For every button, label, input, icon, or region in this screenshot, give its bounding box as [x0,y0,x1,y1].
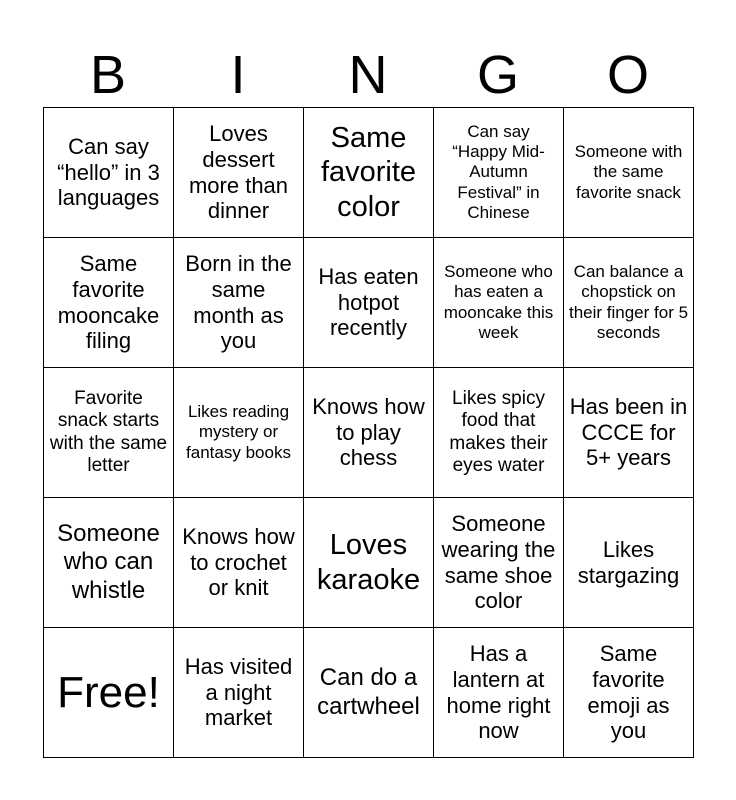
cell-text: Can do a cartwheel [317,664,420,720]
cell-text: Someone who can whistle [57,520,160,604]
bingo-cell-r1c5[interactable] [564,108,694,238]
bingo-cell-r1c2[interactable] [174,108,304,238]
header-letter-b: B [89,45,127,105]
cell-text: Likes spicy food that makes their eyes water [449,387,548,476]
header-letter-i: I [230,45,246,105]
bingo-cell-r2c4[interactable] [434,238,564,368]
cell-text: Can say “hello” in 3 languages [57,133,160,211]
bingo-cell-r5c5[interactable] [564,628,694,758]
cell-text: Has a lantern at home right now [446,640,551,744]
bingo-cell-r4c5[interactable] [564,498,694,628]
cell-text: Free! [57,667,160,717]
bingo-cell-r1c3[interactable] [304,108,434,238]
cell-text: Can say “Happy Mid-Autumn Festival” in Chinese [452,122,545,222]
bingo-board [43,107,694,758]
bingo-cell-free-space[interactable] [44,628,174,758]
bingo-cell-r4c4[interactable] [434,498,564,628]
cell-text: Same favorite mooncake filing [57,250,160,354]
cell-text: Loves dessert more than dinner [188,120,289,224]
cell-text: Someone who has eaten a mooncake this week [443,262,554,342]
bingo-cell-r1c1[interactable] [44,108,174,238]
bingo-cell-r2c5[interactable] [564,238,694,368]
bingo-cell-r3c3[interactable] [304,368,434,498]
header-letter-n: N [348,45,388,105]
cell-text: Someone wearing the same shoe color [441,510,556,614]
cell-text: Someone with the same favorite snack [574,142,683,202]
header-letter-g: G [476,45,519,105]
cell-text: Has eaten hotpot recently [318,263,419,341]
bingo-cell-r3c4[interactable] [434,368,564,498]
cell-text: Can balance a chopstick on their finger for 5 seconds [568,262,689,342]
bingo-cell-r3c1[interactable] [44,368,174,498]
bingo-cell-r5c2[interactable] [174,628,304,758]
bingo-cell-r1c4[interactable] [434,108,564,238]
bingo-cell-r2c1[interactable] [44,238,174,368]
cell-text: Knows how to play chess [312,393,425,471]
bingo-cell-r3c2[interactable] [174,368,304,498]
cell-text: Likes reading mystery or fantasy books [186,402,291,462]
cell-text: Has been in CCCE for 5+ years [569,393,688,471]
cell-text: Knows how to crochet or knit [182,523,295,601]
bingo-cell-r2c3[interactable] [304,238,434,368]
bingo-cell-r5c3[interactable] [304,628,434,758]
bingo-cell-r3c5[interactable] [564,368,694,498]
bingo-cell-r4c3[interactable] [304,498,434,628]
cell-text: Same favorite color [320,122,417,223]
cell-text: Loves karaoke [316,529,421,596]
header-letter-o: O [606,45,649,105]
bingo-cell-r2c2[interactable] [174,238,304,368]
bingo-cell-r4c2[interactable] [174,498,304,628]
cell-text: Likes stargazing [577,536,680,588]
bingo-header [43,40,693,108]
cell-text: Same favorite emoji as you [587,640,670,744]
bingo-cell-r5c4[interactable] [434,628,564,758]
bingo-cell-r4c1[interactable] [44,498,174,628]
cell-text: Born in the same month as you [185,250,292,354]
cell-text: Has visited a night market [184,653,293,731]
cell-text: Favorite snack starts with the same letter [49,387,168,476]
